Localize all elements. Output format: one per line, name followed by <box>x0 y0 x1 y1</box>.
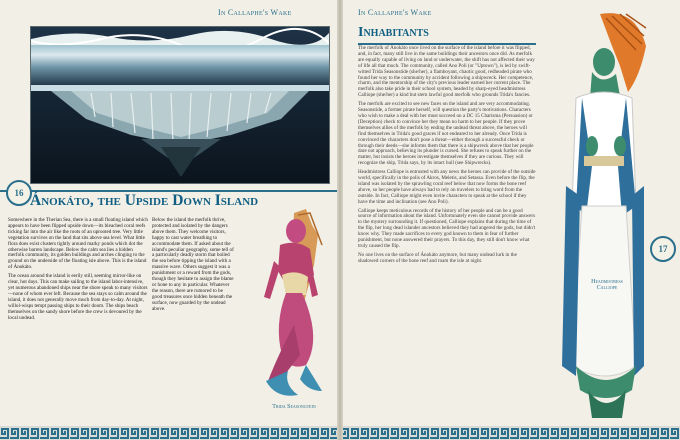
page-number-17: 17 <box>650 236 676 262</box>
running-header-left: In Callaphe's Wake <box>218 8 292 17</box>
left-column-2 <box>152 218 234 316</box>
trida-illustration <box>236 205 340 403</box>
island-art <box>31 27 329 183</box>
page-number-16: 16 <box>6 180 32 206</box>
paragraph: Below the island the merfolk thrive, protected and isolated by the dangers above them. They welcome visitors, happy to cast water breathing to accommodate them. If asked about the island's peculiar geography, some tell of a particularly deadly storm that boiled the sea before tipping the island with a massive wave. Others suggest it was a punishment or a reward from the gods, though they hesitate to assign the blame or hone to any in particular. Whatever the reason, there are rumored to be good treasures once hidden beneath the surface, now guarded by the undead above. <box>152 217 234 312</box>
calliope-figure <box>536 6 656 426</box>
caption-calliope <box>562 279 652 291</box>
upside-down-island-illustration <box>30 26 330 184</box>
running-header-right: In Callaphe's Wake <box>358 8 432 17</box>
caption-trida: Trida Seasongtein <box>272 404 316 410</box>
caption-line: Calliope <box>596 285 618 291</box>
greek-key-border-left <box>0 426 340 440</box>
paragraph: The merfolk of Ánokáto once lived on the surface of the island before it was flipped, and, in fact, many still live in the same buildings their ancestors once did. As merfolk are equally capable of living on land or underwater, the shift has not affected their way of life all that much. The community, called Ano Poli (or "Uptown"), is led by swift-witted Trida Seasonstide (she/her), a flamboyant, chaotic good, redheaded pirate who found her way to the community by accident following a shipwreck. Her competence, charm, and the mentorship of the city's previous leader earned her current place. The merfolk also take pride in their school system, headed by sharp-eyed headmistress Calliope (she/her) a kind but stern lawful good merfolk who grounds Trida's fancies. <box>358 45 535 99</box>
right-column <box>358 46 536 268</box>
paragraph: No one lives on the surface of Ánokáto anymore, but many undead lurk in the shadowed corners of the bone reef and roam the isle at night. <box>358 251 517 264</box>
paragraph: Calliope keeps meticulous records of the history of her people and can be a good source of information about the island. Unfortunately even she cannot provide answers to the mystery surrounding it. If questioned, Calliope explains that during the time of the flip, her long dead islander ancestors believed they had angered the gods, but didn't know why. They made sacrifices to every god known to them in fear of further punishment, but none answered their prayers. To this day, they still don't know what truly caused the flip. <box>358 207 536 249</box>
island-title: Ánokáto, the Upside Down Island <box>30 192 259 209</box>
inhabitants-title: Inhabitants <box>358 25 429 40</box>
caption-line: Headmistress <box>591 279 623 285</box>
paragraph: Somewhere in the Therian Sea, there is a small floating island which appears to have been flipped upside down—its bleached coral reefs ticking far into the air like the roots of an uprooted tree. Very little vegetation survives on the land that sits above sea level. What little flora does exist clusters tightly around marky ponds which dot the otherwise barren landscape. Below the calm sea lies a hidden merfolk community, its golden buildings and arches clinging to the ground on the underside of the floating isle above. This is the island of Ánokáto. <box>8 217 148 271</box>
calliope-illustration <box>536 6 656 426</box>
paragraph: The merfolk are excited to see new faces on the island and are very accommodating. Seasonstide, a former pirate herself, will question the party's motivations. Characters who wish to make a deal with her must succeed on a DC 15 Charisma (Persuasion) or (Deception) check to convince her they mean no harm to her people. If they prove themselves allies of the merfolk by ending the undead threat above, the heroes will find themselves in Trida's good graces if not endeared to her already. Once Trida is convinced the characters don't pose a threat—either through a successful check or through their deeds—she informs them that there is a shipwreck above that her people dare not approach, believing its plunder is cursed. She refuses to speak further on the matter, but insists the heroes investigate themselves if they are curious. They will recognize the ship, Trida says, by its intact hull (see Shipwrecks). <box>358 101 534 167</box>
trida-figure <box>236 205 340 403</box>
greek-key-border-right <box>340 426 680 440</box>
right-page <box>340 0 680 440</box>
paragraph: Headmistress Calliope is entrusted with any news the heroes can provide of the outside world, specifically in the polis of Akros, Meletis, and Setassa. Even before the flip, the island was isolated by the sprawling coral reef below that now forms the bone reef above, so her people have always had to rely on travelers to bring word from the outside. In fact, Calliope might even invite characters to speak at the school if they have the time and inclination (see Ano Poli). <box>358 169 536 205</box>
left-column-1 <box>8 218 148 324</box>
book-gutter <box>337 0 343 440</box>
paragraph: The ocean around the island is eerily still, seeming mirror-like on clear, hot days. This can make sailing to the island labor-intensive, yet numerous abandoned ships near the shore speak to many visitors—none of whom ever left. Because the sea stays so calm around the island, it does not generally move much from day-to-day. At night, willol-wisps tempt passing ships to their doom. The ships beach themselves on the sandy shore before the crew is devoured by the local undead. <box>8 273 148 321</box>
